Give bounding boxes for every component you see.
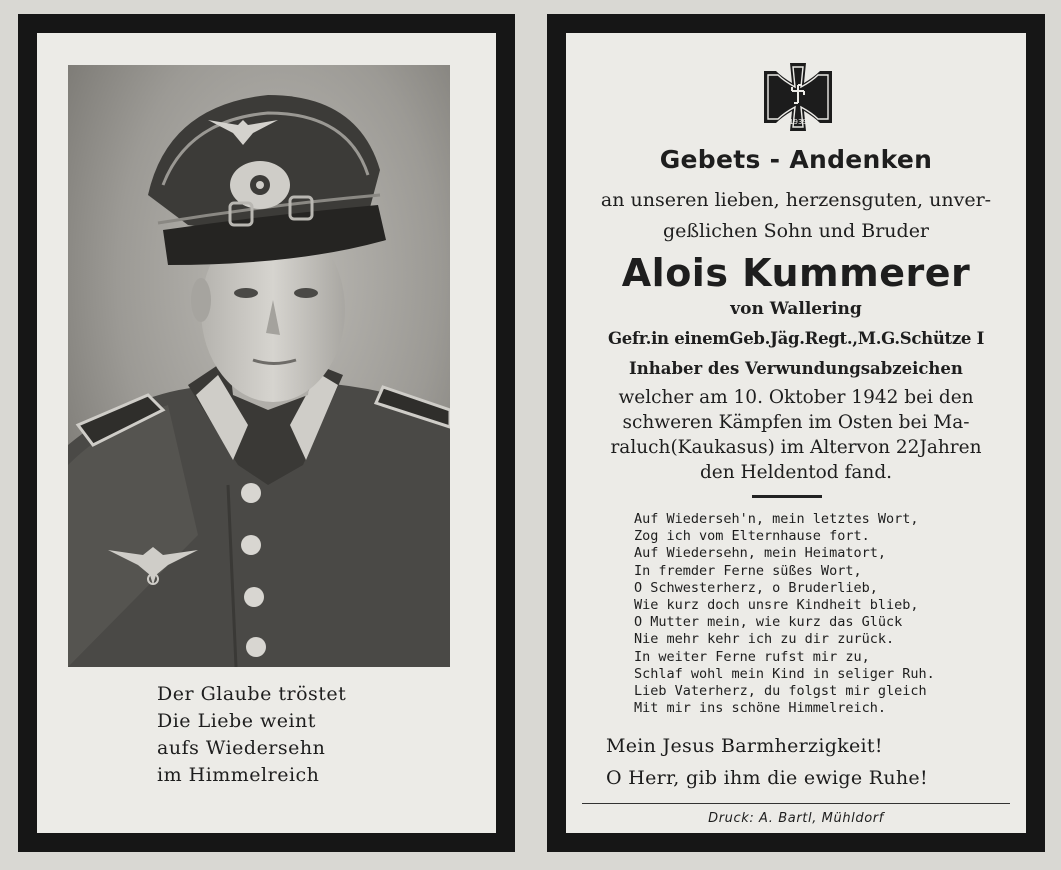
death-line: raluch(Kaukasus) im Altervon 22Jahren	[610, 437, 982, 458]
death-line: den Heldentod fand.	[699, 462, 893, 483]
origin-text: von Wallering	[730, 299, 862, 319]
motto-line: aufs Wiedersehn	[157, 737, 326, 759]
poem-line: Lieb Vaterherz, du folgst mir gleich	[634, 683, 927, 700]
portrait-photo	[68, 65, 450, 667]
rank-text: Gefr.in einemGeb.Jäg.Regt.,M.G.Schütze I	[607, 329, 984, 348]
death-line: welcher am 10. Oktober 1942 bei den	[618, 387, 974, 408]
motto-text	[157, 681, 346, 789]
right-card	[547, 14, 1045, 852]
right-card-paper	[566, 33, 1026, 833]
divider-rule	[752, 495, 822, 498]
poem-line: Zog ich vom Elternhause fort.	[634, 528, 870, 545]
death-line: schweren Kämpfen im Osten bei Ma-	[622, 412, 970, 433]
poem-line: Wie kurz doch unsre Kindheit blieb,	[634, 597, 919, 614]
poem	[634, 511, 935, 717]
award-text: Inhaber des Verwundungsabzeichen	[629, 359, 963, 378]
poem-line: Nie mehr kehr ich zu dir zurück.	[634, 631, 895, 648]
soldier-portrait	[68, 65, 450, 667]
poem-line: O Schwesterherz, o Bruderlieb,	[634, 579, 878, 596]
cross-year: 1939	[789, 118, 807, 126]
left-card	[18, 14, 515, 852]
prayer-line: Mein Jesus Barmherzigkeit!	[606, 735, 883, 757]
poem-line: Auf Wiedersehn, mein Heimatort,	[634, 545, 886, 562]
iron-cross-icon	[762, 61, 834, 133]
intro-line: geßlichen Sohn und Bruder	[662, 220, 930, 242]
footer-rule	[582, 803, 1010, 804]
motto-line: Der Glaube tröstet	[157, 683, 347, 705]
poem-line: Auf Wiederseh'n, mein letztes Wort,	[634, 511, 919, 527]
poem-line: In weiter Ferne rufst mir zu,	[634, 648, 870, 665]
deceased-name: Alois Kummerer	[621, 251, 971, 295]
intro-line: an unseren lieben, herzensguten, unver-	[600, 189, 992, 211]
poem-line: O Mutter mein, wie kurz das Glück	[634, 614, 903, 631]
poem-line: In fremder Ferne süßes Wort,	[634, 562, 862, 579]
motto-line: Die Liebe weint	[157, 710, 316, 732]
left-card-paper	[37, 33, 496, 833]
poem-line: Mit mir ins schöne Himmelreich.	[634, 700, 886, 717]
motto-line: im Himmelreich	[157, 764, 320, 786]
card-title: Gebets - Andenken	[659, 145, 933, 174]
printer-credit: Druck: A. Bartl, Mühldorf	[708, 811, 884, 826]
prayer-line: O Herr, gib ihm die ewige Ruhe!	[606, 767, 928, 789]
poem-line: Schlaf wohl mein Kind in seliger Ruh.	[634, 665, 935, 682]
